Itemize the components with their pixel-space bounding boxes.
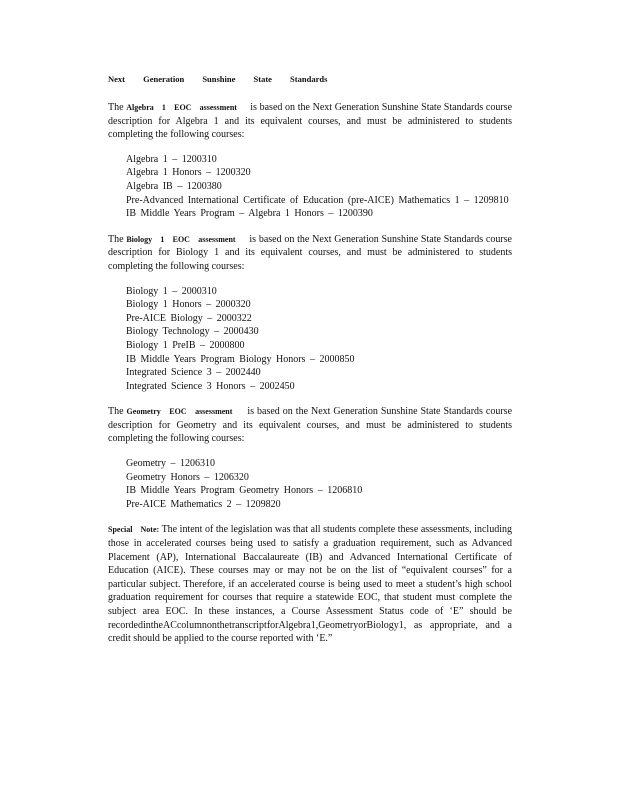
- course-name: Biology 1 Honors – 2000320: [126, 299, 251, 311]
- course-list-item: [108, 380, 512, 394]
- special-note-text: The intent of the legislation was that all students complete these assessments, including those in accelerated courses being used to satisfy a graduation requirement, such as Advanced Placement (AP), International Baccalaureate (IB) and Advanced International Certificate of Education (AICE). These courses may or may not be on the list of “equivalent courses” for a particular subject. Therefore, if an accelerated course is being used to meet a student’s high school graduation requirement for courses that require a statewide EOC, that student must complete the subject area EOC. In these instances, a Course Assessment Status code of ‘E” should be recordedintheACcolumnonthetranscriptforAlgebra1,GeometryorBiology1, as appropriate, and a credit should be applied to the course reported with ‘E.”: [108, 524, 512, 645]
- square-bullet-icon: [108, 153, 115, 167]
- course-name: Biology 1 – 2000310: [126, 285, 217, 297]
- intro-prefix: The: [108, 102, 124, 113]
- square-bullet-icon: [108, 498, 115, 512]
- course-name: Biology 1 PreIB – 2000800: [126, 339, 245, 351]
- course-list-item: [108, 312, 512, 326]
- special-note: [108, 523, 512, 645]
- course-name: IB Middle Years Program – Algebra 1 Honors – 1200390: [126, 208, 373, 220]
- course-name: Pre-AICE Mathematics 2 – 1209820: [126, 498, 281, 510]
- course-name: Geometry – 1206310: [126, 458, 215, 470]
- intro-text: is based on the Next Generation Sunshine State Standards course description for Biology 1 and its equivalent courses, and must be administered to students completing the following courses:: [108, 233, 512, 272]
- assessment-name: Algebra 1 EOC assessment: [126, 103, 237, 112]
- course-name: Integrated Science 3 Honors – 2002450: [126, 380, 295, 392]
- course-list-item: [108, 353, 512, 367]
- course-list-item: [108, 471, 512, 485]
- course-list-item: [108, 366, 512, 380]
- course-list-item: [108, 166, 512, 180]
- assessment-name: Biology 1 EOC assessment: [126, 234, 236, 244]
- square-bullet-icon: [108, 380, 115, 394]
- course-name: Biology Technology – 2000430: [126, 326, 259, 338]
- intro-prefix: The: [108, 233, 124, 245]
- course-list-item: [108, 285, 512, 299]
- course-list-item: [108, 484, 512, 498]
- square-bullet-icon: [108, 298, 115, 312]
- course-list-item: [108, 153, 512, 167]
- course-name: Algebra 1 Honors – 1200320: [126, 167, 251, 179]
- course-name: Algebra 1 – 1200310: [126, 153, 217, 165]
- section-intro: [108, 405, 512, 446]
- intro-text: is based on the Next Generation Sunshine State Standards course description for Algebra 1 and its equivalent courses, and must be administered to students completing the following courses:: [108, 102, 513, 141]
- course-name: Algebra IB – 1200380: [126, 180, 222, 192]
- square-bullet-icon: [108, 194, 115, 208]
- course-list-item: [108, 207, 512, 221]
- special-note-label: Special Note:: [108, 525, 160, 535]
- course-name: IB Middle Years Program Biology Honors – 2000850: [126, 353, 355, 365]
- course-name: Pre-AICE Biology – 2000322: [126, 312, 252, 324]
- square-bullet-icon: [108, 285, 115, 299]
- page-heading: Next Generation Sunshine State Standards: [108, 74, 328, 84]
- square-bullet-icon: [108, 207, 115, 221]
- course-name: Integrated Science 3 – 2002440: [126, 367, 261, 379]
- intro-prefix: The: [108, 406, 124, 418]
- assessment-name: Geometry EOC assessment: [126, 407, 233, 417]
- course-list-item: [108, 498, 512, 512]
- square-bullet-icon: [108, 484, 115, 498]
- course-name: Pre-Advanced International Certificate of Education (pre-AICE) Mathematics 1 – 1209810: [126, 194, 509, 206]
- square-bullet-icon: [108, 353, 115, 367]
- intro-text: is based on the Next Generation Sunshine State Standards course description for Geometry and its equivalent courses, and must be administered to students completing the following courses:: [108, 406, 513, 445]
- course-list: [108, 285, 512, 394]
- section-intro: [108, 101, 512, 142]
- square-bullet-icon: [108, 325, 115, 339]
- square-bullet-icon: [108, 312, 115, 326]
- square-bullet-icon: [108, 366, 115, 380]
- course-name: IB Middle Years Program Geometry Honors – 1206810: [126, 485, 363, 497]
- course-name: Geometry Honors – 1206320: [126, 471, 249, 483]
- course-list-item: [108, 180, 512, 194]
- section-intro: [108, 233, 512, 274]
- course-list-item: [108, 457, 512, 471]
- square-bullet-icon: [108, 166, 115, 180]
- course-list-item: [108, 298, 512, 312]
- assessment-sections: [108, 101, 512, 511]
- course-list-item: [108, 339, 512, 353]
- course-list: [108, 153, 512, 221]
- square-bullet-icon: [108, 471, 115, 485]
- square-bullet-icon: [108, 180, 115, 194]
- square-bullet-icon: [108, 457, 115, 471]
- course-list: [108, 457, 512, 511]
- course-list-item: [108, 325, 512, 339]
- document-page: [108, 72, 512, 646]
- course-list-item: [108, 194, 512, 208]
- square-bullet-icon: [108, 339, 115, 353]
